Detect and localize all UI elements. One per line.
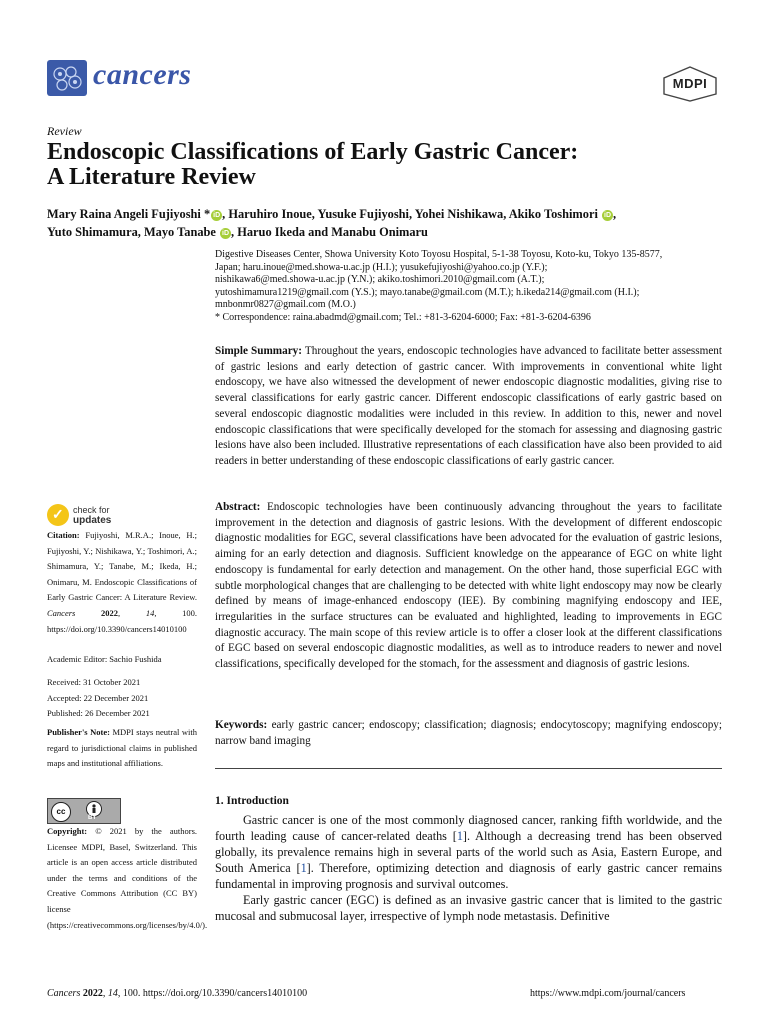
academic-editor: Academic Editor: Sachio Fushida — [47, 654, 162, 664]
copyright-label: Copyright: — [47, 826, 88, 836]
section-divider — [215, 768, 722, 769]
article-title — [47, 140, 727, 190]
paragraph: Gastric cancer is one of the most commonly diagnosed cancer, ranking fifth worldwide, and the fourth leading cause of cancer-related deaths [1]. Although a decreasing trend has been observed globally, its prevalence remains high in several parts of the world such as Asia, Eastern Europe, and South America [1]. Therefore, optimizing detection and diagnosis of early gastric cancer remains fundamental in improving prognosis and survival outcomes. — [215, 813, 722, 891]
simple-summary — [215, 344, 722, 470]
journal-logo-icon — [47, 60, 87, 96]
check-icon: ✓ — [47, 504, 69, 526]
received-date: Received: 31 October 2021 — [47, 677, 141, 687]
author-text: Mary Raina Angeli Fujiyoshi * — [47, 207, 211, 221]
citation-link[interactable]: 1 — [456, 829, 463, 843]
journal-name[interactable]: cancers — [93, 58, 192, 91]
footer-journal: Cancers — [47, 988, 81, 999]
footer-citation: Cancers 2022, 14, 100. https://doi.org/10.3390/cancers14010100 — [47, 988, 308, 999]
footer-journal-url[interactable]: https://www.mdpi.com/journal/cancers — [530, 988, 686, 999]
simple-summary-label: Simple Summary: — [215, 345, 303, 357]
abstract-text: Endoscopic technologies have been continuously advancing throughout the years to facilitate improvement in the detection and diagnosis of gastric lesions. With the development of different endoscopic diagnostic modalities for EGC, several classifications have been advocated for the evaluation of gastric lesions, aiming for an early detection and diagnosis. Sufficient knowledge on the appearance of EGC on white light endoscopy is fundamental for early detection and management. On the other hand, those superficial EGC with subtle morphological changes that are challenging to be detected with white light endoscopy may now be clearly defined by means of image-enhanced endoscopy (IEE). By combining magnifying endoscopy and IEE, irregularities in the surface structures can be evaluated and highlighted, leading to improvements in EGC diagnostic accuracy. The main scope of this review article is to offer a closer look at the different classifications of EGC based on several endoscopic diagnostic modalities, as well as to introduce readers to newer and novel classifications, specifically developed for the stomach, for the assessment and diagnosis of gastric lesions. — [215, 501, 722, 671]
keywords-label: Keywords: — [215, 719, 268, 731]
accepted-date: Accepted: 22 December 2021 — [47, 692, 149, 703]
footer-year: 2022 — [82, 988, 103, 999]
citation-text: Fujiyoshi, M.R.A.; Inoue, H.; Fujiyoshi, Y.; Nishikawa, Y.; Toshimori, A.; Shimamura, Y.; Tanabe, M.; Ikeda, H.; Onimaru, M. Endoscopic Classifications of Early Gastric Cancer: A Literature Review. — [47, 530, 198, 603]
mdpi-logo[interactable] — [662, 66, 718, 102]
published-date: Published: 26 December 2021 — [47, 708, 150, 719]
citation-year: 2022 — [101, 607, 119, 618]
citation-block: Citation: Fujiyoshi, M.R.A.; Inoue, H.; Fujiyoshi, Y.; Nishikawa, Y.; Toshimori, A.; Shimamura, Y.; Tanabe, M.; Ikeda, H.; Onimaru, M. Endoscopic Classifications of Early Gastric Cancer: A Literature Review. Cancers 2022, 14, 100. https://doi.org/10.3390/cancers14010100 — [47, 530, 198, 634]
correspondence: * Correspondence: raina.abadmd@gmail.com; Tel.: +81-3-6204-6000; Fax: +81-3-6204-6396 — [215, 311, 591, 323]
check-for-updates-badge[interactable] — [47, 504, 167, 530]
keywords — [215, 718, 722, 749]
introduction-body — [215, 812, 722, 924]
affiliation-line: Japan; haru.inoue@med.showa-u.ac.jp (H.I.); yusukefujiyoshi@yahoo.co.jp (Y.F.); — [215, 261, 548, 273]
orcid-icon[interactable]: iD — [222, 230, 230, 237]
footer-volume: 14 — [107, 988, 118, 999]
check-for-label: check for — [73, 505, 110, 515]
publisher-note-text: MDPI stays neutral with regard to jurisdictional claims in published maps and institutional affiliations. — [47, 727, 197, 769]
title-line-2: A Literature Review — [47, 164, 256, 190]
citation-journal: Cancers — [47, 607, 76, 618]
author-text: , — [613, 207, 617, 221]
cc-by-license-icon[interactable] — [47, 798, 121, 824]
citation-doi[interactable]: , 100. https://doi.org/10.3390/cancers14010100 — [47, 607, 198, 634]
affiliation-line: nishikawa6@med.showa-u.ac.jp (Y.N.); akiko.toshimori.2010@gmail.com (A.T.); — [215, 274, 545, 286]
orcid-icon[interactable]: iD — [604, 212, 611, 219]
publisher-note-label: Publisher's Note: — [47, 727, 110, 737]
by-label: BY — [88, 815, 97, 821]
title-line-1: Endoscopic Classifications of Early Gastric Cancer: — [47, 139, 579, 165]
footer-doi[interactable]: , 100. https://doi.org/10.3390/cancers14010100 — [117, 988, 308, 999]
orcid-icon[interactable]: iD — [213, 212, 221, 219]
author-text: , Haruhiro Inoue, Yusuke Fujiyoshi, Yohei Nishikawa, Akiko Toshimori — [222, 207, 598, 221]
cc-icon: cc — [51, 802, 71, 822]
article-type: Review — [47, 124, 82, 138]
keywords-text: early gastric cancer; endoscopy; classification; diagnosis; endocytoscopy; magnifying endoscopy; narrow band imaging — [215, 719, 723, 747]
author-text: Yuto Shimamura, Mayo Tanabe — [47, 225, 216, 239]
copyright-text: © 2021 by the authors. Licensee MDPI, Basel, Switzerland. This article is an open access article distributed under the terms and conditions of the Creative Commons Attribution (CC BY) license (https://creativecommons.org/licenses/by/4.0/). — [47, 826, 208, 930]
section-heading: 1. Introduction — [215, 795, 289, 807]
affiliation-line: mnbonmr0827@gmail.com (M.O.) — [215, 299, 356, 311]
abstract — [215, 500, 722, 673]
affiliations — [215, 249, 725, 325]
publisher-name: MDPI — [672, 76, 708, 91]
affiliation-line: Digestive Diseases Center, Showa University Koto Toyosu Hospital, 5-1-38 Toyosu, Koto-ku, Tokyo 135-8577, — [215, 249, 663, 260]
paragraph: Early gastric cancer (EGC) is defined as an invasive gastric cancer that is limited to the gastric mucosal and submucosal layer, irrespective of lymph node metastasis. Definitive — [215, 893, 722, 923]
author-list — [47, 205, 727, 241]
publisher-note — [47, 725, 197, 772]
dates-block — [47, 675, 197, 722]
citation-link[interactable]: 1 — [300, 861, 307, 875]
copyright-block — [47, 824, 208, 933]
abstract-label: Abstract: — [215, 501, 261, 513]
author-text: , Haruo Ikeda and Manabu Onimaru — [231, 225, 428, 239]
affiliation-line: yutoshimamura1219@gmail.com (Y.S.); mayo.tanabe@gmail.com (M.T.); h.ikeda214@gmail.com (H.I.); — [215, 286, 640, 298]
simple-summary-text: Throughout the years, endoscopic technologies have advanced to facilitate better assessment of gastric lesions and early detection of gastric cancer. With improvements in conventional white light endoscopy, we have also witnessed the development of newer endoscopic diagnostic modalities, giving rise to several classifications for early gastric cancer. Different endoscopic classifications of early gastric based on several endoscopic diagnostic modalities were included in this review. In addition to this, newer and novel endoscopic classifications that were specifically developed for the stomach for assessing and diagnosing gastric lesions have also been included. Illustrative representations of each classification have also been provided to aid readers in better understanding of these endoscopic classifications of early gastric cancer. — [215, 345, 723, 467]
updates-label: updates — [73, 515, 112, 526]
citation-volume: 14 — [145, 607, 155, 618]
citation-label: Citation: — [47, 530, 80, 540]
